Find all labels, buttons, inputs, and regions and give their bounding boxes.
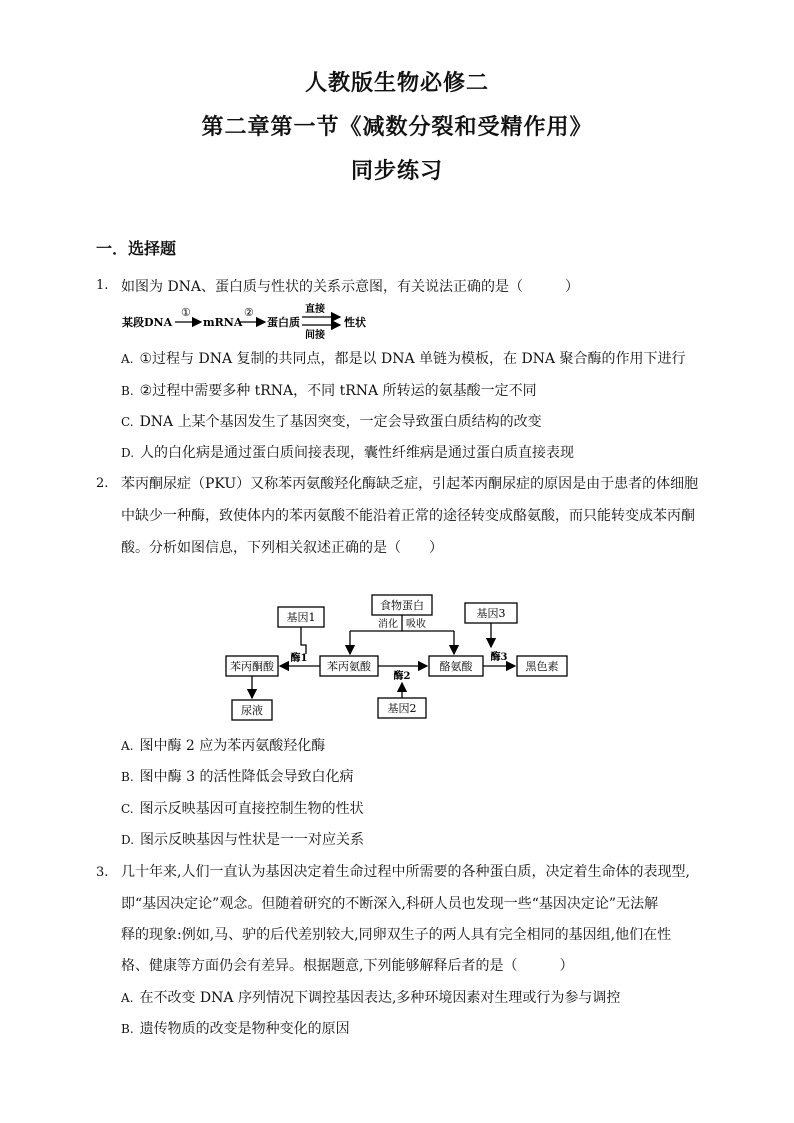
gene-1-label: 基因1 [286, 611, 316, 624]
question-2-stem-line-3: 酸。分析如图信息，下列相关叙述正确的是（ ） [121, 540, 443, 556]
option-letter: C. [121, 415, 134, 429]
option-letter: B. [121, 770, 134, 784]
option-text: 图示反映基因可直接控制生物的性状 [139, 801, 364, 817]
diagram-mrna-label: mRNA [203, 316, 243, 329]
title-line-1: 人教版生物必修二 [304, 71, 489, 96]
section-heading: 一．选择题 [96, 239, 177, 258]
question-3-stem-line-4: 格、健康等方面仍会有差异。根据题意,下列能够解释后者的是（ ） [121, 958, 574, 974]
gene-2-label: 基因2 [387, 702, 417, 715]
question-2-option-d[interactable] [121, 829, 364, 849]
option-letter: D. [121, 446, 135, 460]
absorb-label: 吸收 [406, 619, 426, 630]
option-letter: B. [121, 384, 134, 398]
option-text: 图示反映基因与性状是一一对应关系 [140, 832, 365, 848]
option-text: ②过程中需要多种 tRNA，不同 tRNA 所转运的氨基酸一定不同 [139, 383, 537, 399]
melanin-label: 黑色素 [525, 660, 559, 673]
option-letter: B. [121, 1022, 134, 1036]
urine-label: 尿液 [241, 704, 263, 717]
diagram-direct-label: 直接 [305, 304, 325, 315]
option-text: 人的白化病是通过蛋白质间接表现，囊性纤维病是通过蛋白质直接表现 [140, 445, 575, 461]
tyrosine-label: 酪氨酸 [439, 660, 473, 673]
option-text: 遗传物质的改变是物种变化的原因 [139, 1021, 350, 1037]
question-1-option-c[interactable] [121, 411, 542, 431]
question-2-stem-line-1: 苯丙酮尿症（PKU）又称苯丙氨酸羟化酶缺乏症，引起苯丙酮尿症的原因是由于患者的体细胞 [121, 476, 699, 492]
question-2-stem-line-2: 中缺少一种酶，致使体内的苯丙氨酸不能沿着正常的途径转变成酪氨酸，而只能转变成苯丙酮 [121, 508, 695, 524]
title-line-3: 同步练习 [350, 159, 443, 184]
phenylpyruvic-acid-label: 苯丙酮酸 [230, 660, 274, 673]
enzyme-3-label: 酶3 [490, 652, 508, 663]
question-2-option-b[interactable] [121, 766, 353, 786]
question-number-2: 2. [96, 476, 109, 491]
enzyme-2-label: 酶2 [393, 671, 411, 682]
title-line-2: 第二章第一节《减数分裂和受精作用》 [201, 115, 593, 140]
option-letter: D. [121, 833, 135, 847]
diagram-dna-label: 某段DNA [122, 316, 173, 329]
option-text: ①过程与 DNA 复制的共同点，都是以 DNA 单链为模板，在 DNA 聚合酶的作用下进行 [139, 351, 686, 367]
question-1-option-a[interactable] [121, 348, 686, 368]
diagram-trait-label: 性状 [344, 316, 366, 329]
option-letter: A. [121, 352, 134, 366]
gene-3-label: 基因3 [476, 607, 506, 620]
question-2-option-c[interactable] [121, 798, 364, 818]
question-1-option-b[interactable] [121, 380, 537, 400]
option-text: DNA 上某个基因发生了基因突变，一定会导致蛋白质结构的改变 [139, 414, 542, 430]
diagram-step-1: ① [181, 306, 191, 319]
question-3-option-a[interactable] [121, 987, 620, 1007]
option-letter: C. [121, 802, 134, 816]
option-text: 图中酶 3 的活性降低会导致白化病 [139, 769, 354, 785]
option-text: 在不改变 DNA 序列情况下调控基因表达,多种环境因素对生理或行为参与调控 [139, 990, 621, 1006]
question-3-stem-line-3: 释的现象:例如,马、驴的后代差别较大,同卵双生子的两人具有完全相同的基因组,他们在性 [121, 927, 672, 943]
question-2-pathway-diagram [222, 593, 572, 723]
option-letter: A. [121, 991, 134, 1005]
diagram-indirect-label: 间接 [305, 330, 325, 340]
question-number-3: 3. [96, 865, 109, 880]
question-3-stem-line-2: 即“基因决定论”观念。但随着研究的不断深入,科研人员也发现一些“基因决定论”无法解 [121, 896, 659, 912]
digest-label: 消化 [378, 619, 398, 630]
question-1-option-d[interactable] [121, 442, 574, 462]
question-3-option-b[interactable] [121, 1018, 350, 1038]
question-number-1: 1. [96, 278, 109, 293]
enzyme-1-label: 酶1 [290, 653, 308, 664]
question-2-option-a[interactable] [121, 735, 325, 755]
question-1-diagram [118, 302, 378, 340]
question-3-stem-line-1: 几十年来,人们一直认为基因决定着生命过程中所需要的各种蛋白质，决定着生命体的表现型, [121, 864, 690, 880]
diagram-protein-label: 蛋白质 [267, 316, 300, 329]
food-protein-label: 食物蛋白 [380, 599, 424, 612]
option-letter: A. [121, 739, 134, 753]
diagram-step-2: ② [244, 306, 254, 319]
option-text: 图中酶 2 应为苯丙氨酸羟化酶 [139, 738, 326, 754]
phenylalanine-label: 苯丙氨酸 [327, 660, 371, 673]
question-1-stem: 如图为 DNA、蛋白质与性状的关系示意图，有关说法正确的是（ ） [121, 279, 580, 295]
